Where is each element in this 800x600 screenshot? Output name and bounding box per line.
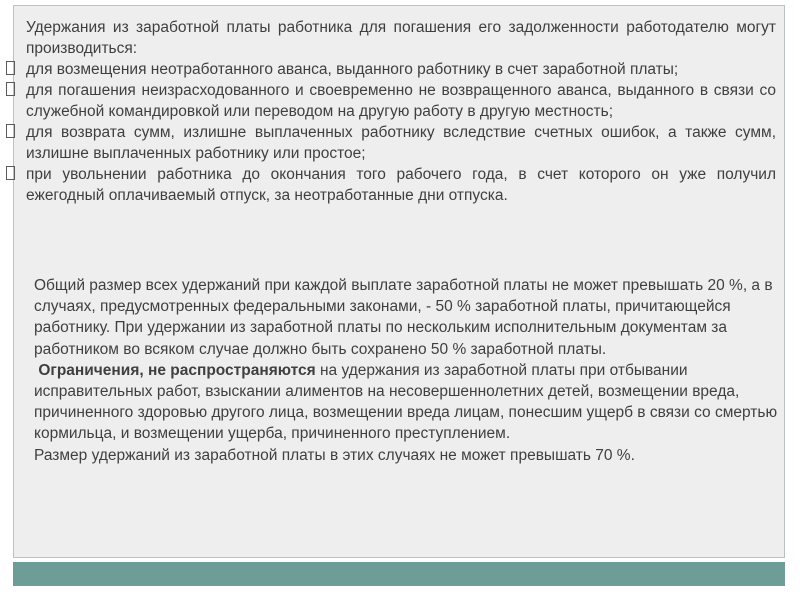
exceptions-text: на удержания из заработной платы при отбывании исправительных работ, взыскании алиментов на несовершеннолетних детей, возмещении вреда, причиненного здоровью другого лица, возмещении вреда лицам, понесшим ущерб в связи со смертью кормильца, и возмещении ущерба, причиненного преступлением.: [34, 361, 778, 443]
square-bullet-icon: [6, 82, 15, 96]
exceptions-heading: Ограничения, не распространяются: [38, 361, 316, 379]
footer-bar: [13, 562, 785, 586]
list-item: [26, 59, 776, 80]
limits-paragraph: Общий размер всех удержаний при каждой выплате заработной платы не может превышать 20 %, а в случаях, предусмотренных федеральными законами, - 50 % заработной платы, причитающейся работнику. При удержании из заработной платы по нескольким исполнительным документам за работником во всяком случае должно быть сохранено 50 % заработной платы.: [34, 277, 773, 358]
list-item-text: для погашения неизрасходованного и своевременно не возвращенного аванса, выданного в связи со служебной командировкой или переводом на другую работу в другую местность;: [26, 82, 776, 120]
deductions-list-block: [26, 17, 776, 206]
square-bullet-icon: [6, 166, 15, 180]
list-item-text: для возврата сумм, излишне выплаченных работнику вследствие счетных ошибок, а также сумм, излишне выплаченных работнику или простое;: [26, 124, 776, 162]
list-item-text: при увольнении работника до окончания того рабочего года, в счет которого он уже получил ежегодный оплачиваемый отпуск, за неотработанные дни отпуска.: [26, 166, 776, 204]
list-item: [26, 122, 776, 164]
list-item: [26, 80, 776, 122]
max-limit-paragraph: Размер удержаний из заработной платы в этих случаях не может превышать 70 %.: [34, 446, 635, 464]
exceptions-paragraph: [34, 360, 784, 445]
square-bullet-icon: [6, 124, 15, 138]
square-bullet-icon: [6, 61, 15, 75]
deductions-intro: Удержания из заработной платы работника для погашения его задолженности работодателю могут производиться:: [26, 19, 776, 57]
list-item-text: для возмещения неотработанного аванса, выданного работнику в счет заработной платы;: [26, 61, 679, 78]
list-item: [26, 164, 776, 206]
limits-block: [34, 275, 784, 466]
